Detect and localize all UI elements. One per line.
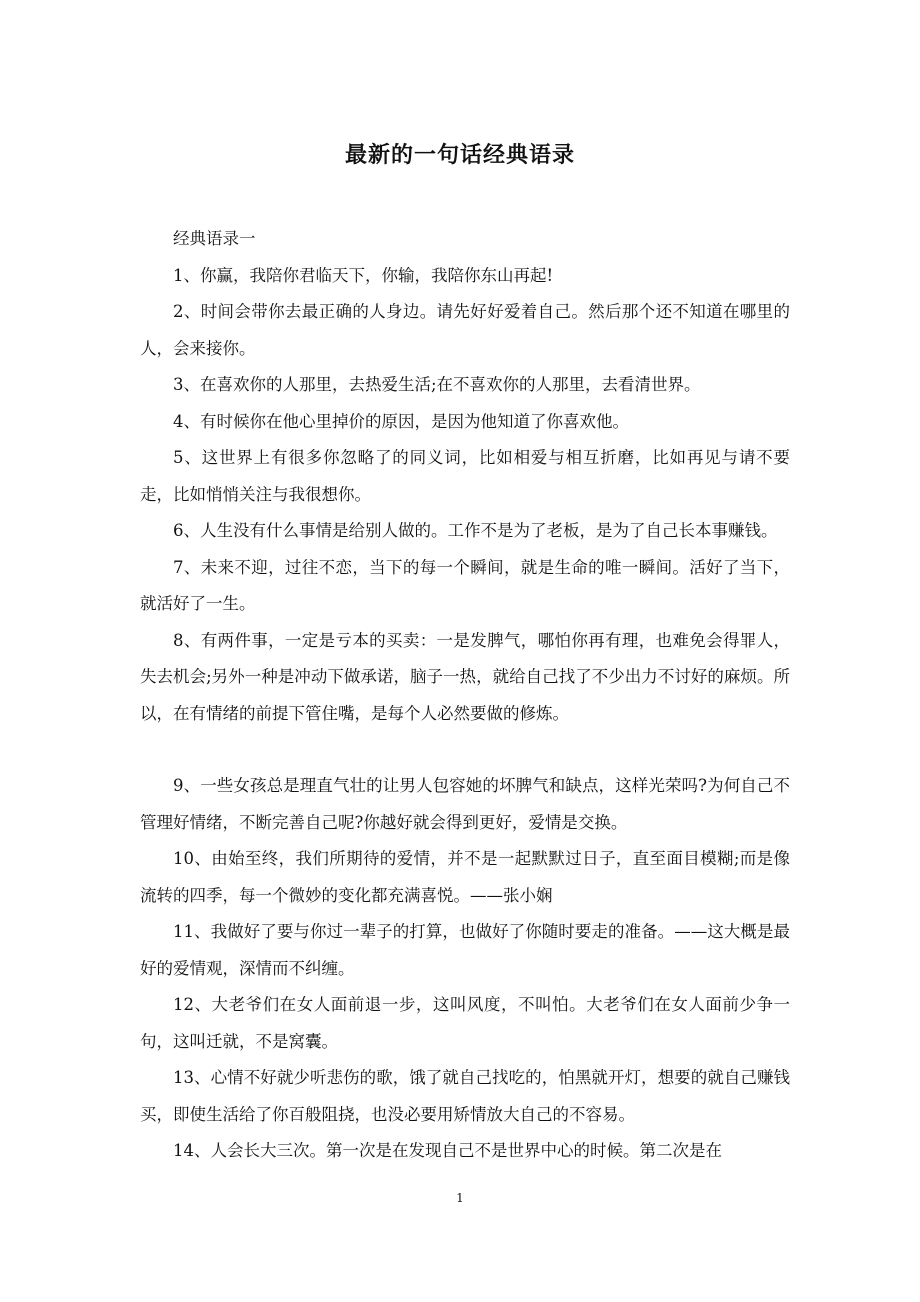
quote-paragraph: 9、一些女孩总是理直气壮的让男人包容她的坏脾气和缺点，这样光荣吗?为何自己不管理好情绪，不断完善自己呢?你越好就会得到更好，爱情是交换。 xyxy=(140,776,790,832)
quote-paragraph: 4、有时候你在他心里掉价的原因，是因为他知道了你喜欢他。 xyxy=(173,411,629,431)
quote-paragraph: 3、在喜欢你的人那里，去热爱生活;在不喜欢你的人那里，去看清世界。 xyxy=(173,375,701,394)
quote-paragraph: 8、有两件事，一定是亏本的买卖：一是发脾气，哪怕你再有理，也难免会得罪人，失去机会;另外一种是冲动下做承诺，脑子一热，就给自己找了不少出力不讨好的麻烦。所以，在有情绪的前提下管住嘴，是每个人必然要做的修炼。 xyxy=(140,630,790,723)
document-title: 最新的一句话经典语录 xyxy=(344,143,575,168)
quote-paragraph: 10、由始至终，我们所期待的爱情，并不是一起默默过日子，直至面目模糊;而是像流转的四季，每一个微妙的变化都充满喜悦。——张小娴 xyxy=(140,849,790,905)
quote-paragraph: 13、心情不好就少听悲伤的歌，饿了就自己找吃的，怕黑就开灯，想要的就自己赚钱买，即使生活给了你百般阻挠，也没必要用矫情放大自己的不容易。 xyxy=(140,1068,790,1124)
quote-paragraph: 5、这世界上有很多你忽略了的同义词，比如相爱与相互折磨，比如再见与请不要走，比如悄悄关注与我很想你。 xyxy=(140,448,790,504)
quote-paragraph: 6、人生没有什么事情是给别人做的。工作不是为了老板，是为了自己长本事赚钱。 xyxy=(173,521,778,540)
quote-paragraph: 14、人会长大三次。第一次是在发现自己不是世界中心的时候。第二次是在 xyxy=(173,1141,722,1160)
quote-paragraph: 1、你赢，我陪你君临天下，你输，我陪你东山再起! xyxy=(173,265,554,285)
quote-paragraph: 2、时间会带你去最正确的人身边。请先好好爱着自己。然后那个还不知道在哪里的人，会来接你。 xyxy=(140,302,790,358)
quote-paragraph: 12、大老爷们在女人面前退一步，这叫风度，不叫怕。大老爷们在女人面前少争一句，这叫迁就，不是窝囊。 xyxy=(140,995,790,1051)
quote-paragraph: 11、我做好了要与你过一辈子的打算，也做好了你随时要走的准备。——这大概是最好的爱情观，深情而不纠缠。 xyxy=(140,922,790,978)
document-body xyxy=(140,221,790,1170)
section-heading: 经典语录一 xyxy=(173,229,256,248)
quote-paragraph: 7、未来不迎，过往不恋，当下的每一个瞬间，就是生命的唯一瞬间。活好了当下，就活好了一生。 xyxy=(140,557,790,613)
page-number: 1 xyxy=(456,1191,464,1205)
